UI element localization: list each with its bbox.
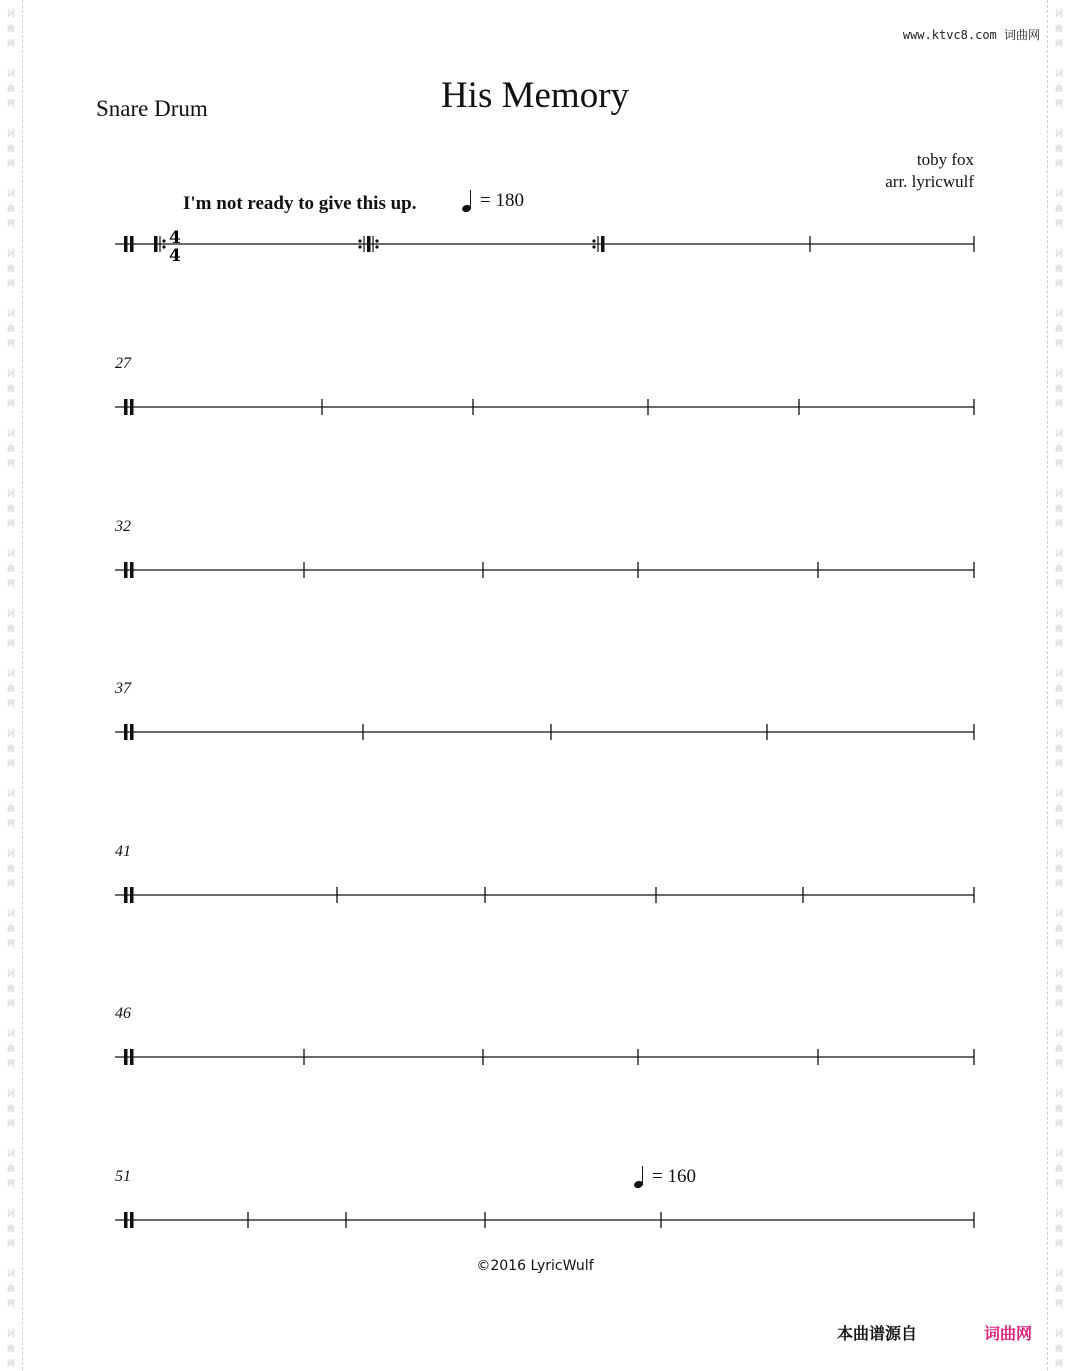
copyright: ©2016 LyricWulf (476, 1258, 594, 1274)
watermark-text: 词 曲 网 (7, 549, 15, 588)
time-signature-numerator: 4 (169, 228, 181, 248)
measure-number: 27 (115, 355, 131, 372)
measure-number: 32 (115, 518, 131, 535)
watermark-text: 词 曲 网 (7, 1029, 15, 1068)
watermark-text: 词 曲 网 (7, 849, 15, 888)
tempo-value: = 180 (480, 190, 524, 211)
expression-label: I'm not ready to give this up. (183, 193, 417, 214)
watermark-text: 词 曲 网 (7, 69, 15, 108)
site-link[interactable]: www.ktvc8.com 词曲网 (902, 28, 1040, 42)
source-label: 本曲谱源自 (837, 1324, 918, 1343)
watermark-text: 词 曲 网 (7, 489, 15, 528)
quarter-note-icon (634, 1166, 646, 1188)
watermark-text: 词 曲 网 (1055, 549, 1063, 588)
quarter-note-icon (462, 190, 474, 212)
percussion-clef-icon (124, 724, 128, 740)
watermark-text: 词 曲 网 (7, 1089, 15, 1128)
percussion-clef-icon (124, 399, 128, 415)
watermark-text: 词 曲 网 (7, 189, 15, 228)
watermark-text: 词 曲 网 (7, 1269, 15, 1308)
measure-number: 51 (115, 1168, 131, 1185)
percussion-clef-icon (130, 724, 134, 740)
watermark-text: 词 曲 网 (1055, 69, 1063, 108)
watermark-text: 词 曲 网 (7, 789, 15, 828)
staff-svg (0, 865, 1070, 925)
staff-svg (0, 1190, 1070, 1250)
percussion-clef-icon (130, 1212, 134, 1228)
staff-system (0, 214, 1070, 274)
watermark-text: 词 曲 网 (7, 729, 15, 768)
measure-number: 37 (115, 680, 131, 697)
staff-svg (0, 540, 1070, 600)
watermark-text: 词 曲 网 (7, 669, 15, 708)
watermark-text: 词 曲 网 (7, 909, 15, 948)
source-site-link[interactable]: 词曲网 (984, 1324, 1033, 1343)
watermark-text: 词 曲 网 (1055, 609, 1063, 648)
watermark-text: 词 曲 网 (1055, 1149, 1063, 1188)
watermark-text: 词 曲 网 (7, 1329, 15, 1368)
percussion-clef-icon (124, 562, 128, 578)
watermark-text: 词 曲 网 (7, 9, 15, 48)
watermark-text: 词 曲 网 (1055, 1209, 1063, 1248)
watermark-text: 词 曲 网 (1055, 849, 1063, 888)
percussion-clef-icon (130, 1049, 134, 1065)
page-title: His Memory (440, 75, 630, 116)
percussion-clef-icon (124, 1212, 128, 1228)
watermark-text: 词 曲 网 (7, 609, 15, 648)
percussion-clef-icon (130, 399, 134, 415)
repeat-dot-icon (375, 239, 378, 242)
left-watermark-strip (0, 0, 23, 1370)
staff-system (0, 518, 1070, 600)
watermark-text: 词 曲 网 (1055, 669, 1063, 708)
end-repeat-barline (601, 236, 605, 252)
watermark-text: 词 曲 网 (1055, 129, 1063, 168)
percussion-clef-icon (124, 236, 128, 252)
watermark-text: 词 曲 网 (1055, 429, 1063, 468)
watermark-text: 词 曲 网 (1055, 9, 1063, 48)
watermark-text: 词 曲 网 (7, 1149, 15, 1188)
double-repeat-barline (367, 236, 371, 252)
composer: toby fox (916, 150, 974, 169)
repeat-dot-icon (592, 239, 595, 242)
measure-number: 46 (115, 1005, 131, 1022)
watermark-text: 词 曲 网 (1055, 1269, 1063, 1308)
repeat-dot-icon (358, 245, 361, 248)
arranger: arr. lyricwulf (885, 172, 974, 191)
watermark-text: 词 曲 网 (1055, 909, 1063, 948)
watermark-text: 词 曲 网 (1055, 789, 1063, 828)
repeat-dot-icon (592, 245, 595, 248)
watermark-text: 词 曲 网 (7, 249, 15, 288)
watermark-text: 词 曲 网 (1055, 369, 1063, 408)
percussion-clef-icon (124, 1049, 128, 1065)
watermark-text: 词 曲 网 (1055, 189, 1063, 228)
staff-svg (0, 377, 1070, 437)
staff-system (0, 355, 1070, 437)
watermark-text: 词 曲 网 (7, 429, 15, 468)
repeat-dot-icon (375, 245, 378, 248)
watermark-text: 词 曲 网 (7, 1209, 15, 1248)
watermark-text: 词 曲 网 (7, 969, 15, 1008)
start-repeat-icon (154, 236, 158, 252)
right-watermark-strip (1047, 0, 1070, 1370)
time-signature-denominator: 4 (169, 246, 181, 266)
tempo-marking-180 (462, 190, 524, 212)
percussion-clef-icon (130, 887, 134, 903)
tempo-marking-160 (634, 1166, 696, 1188)
watermark-text: 词 曲 网 (1055, 1029, 1063, 1068)
watermark-text: 词 曲 网 (1055, 1089, 1063, 1128)
watermark-text: 词 曲 网 (1055, 1329, 1063, 1368)
repeat-dot-icon (358, 239, 361, 242)
repeat-dot-icon (162, 239, 165, 242)
watermark-text: 词 曲 网 (7, 369, 15, 408)
watermark-text: 词 曲 网 (1055, 969, 1063, 1008)
staff-svg (0, 1027, 1070, 1087)
watermark-text: 词 曲 网 (1055, 729, 1063, 768)
percussion-clef-icon (130, 236, 134, 252)
watermark-text: 词 曲 网 (1055, 249, 1063, 288)
watermark-text: 词 曲 网 (7, 309, 15, 348)
staff-svg (0, 702, 1070, 762)
percussion-clef-icon (124, 887, 128, 903)
tempo-value: = 160 (652, 1166, 696, 1187)
staff-system (0, 1005, 1070, 1087)
expression-text (183, 193, 416, 215)
repeat-dot-icon (162, 245, 165, 248)
watermark-text: 词 曲 网 (1055, 309, 1063, 348)
staff-svg (0, 214, 1070, 274)
watermark-text: 词 曲 网 (7, 129, 15, 168)
watermark-text: 词 曲 网 (1055, 489, 1063, 528)
staff-system (0, 843, 1070, 925)
measure-number: 41 (115, 843, 131, 860)
instrument-name: Snare Drum (96, 96, 208, 121)
percussion-clef-icon (130, 562, 134, 578)
